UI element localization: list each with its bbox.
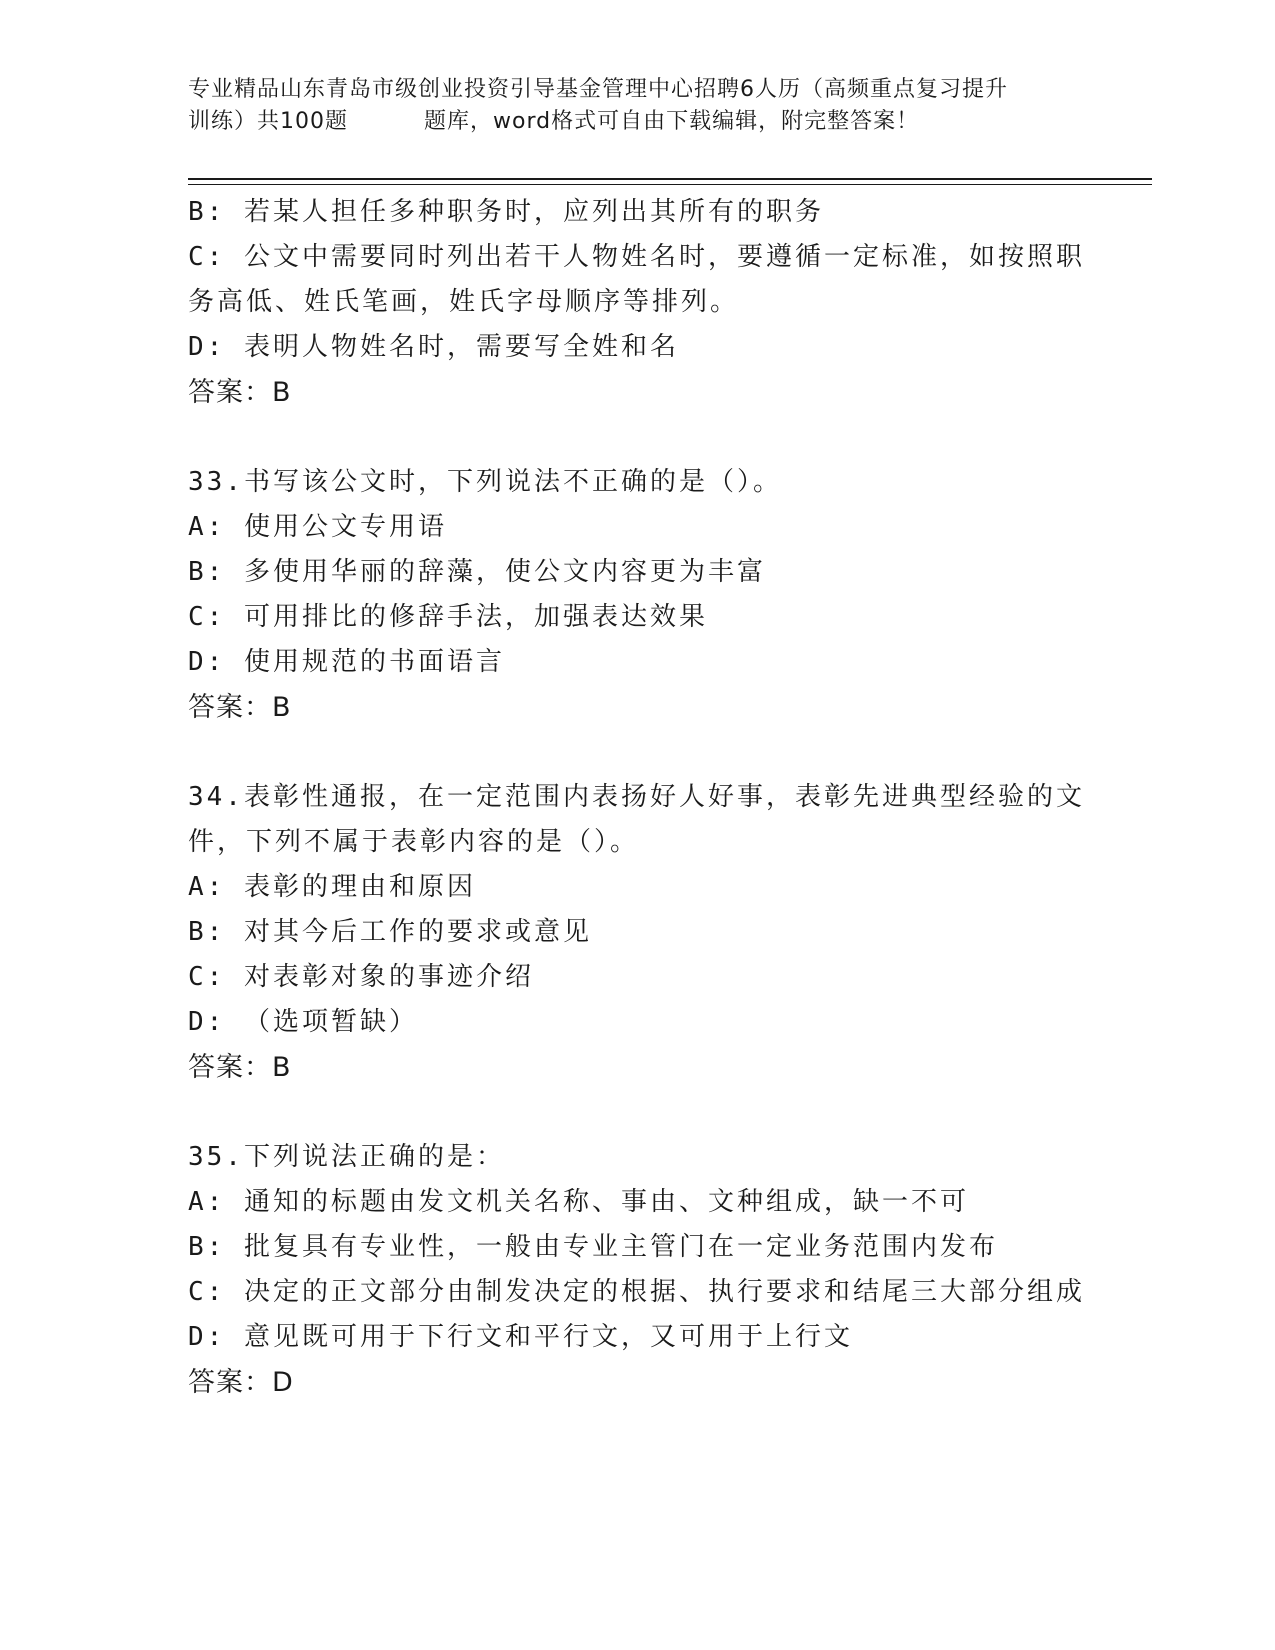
q33-option-c: C: 可用排比的修辞手法，加强表达效果	[188, 602, 708, 632]
spacer	[188, 1090, 1088, 1135]
header-title-line2-part1: 训练）共100题	[188, 109, 348, 134]
q34-option-a: A: 表彰的理由和原因	[188, 872, 476, 902]
q33-question: 33.书写该公文时，下列说法不正确的是（）。	[188, 467, 782, 497]
header-title-line2	[188, 106, 1088, 138]
question-35-block	[188, 1135, 1088, 1405]
q35-option-d: D: 意见既可用于下行文和平行文，又可用于上行文	[188, 1322, 853, 1352]
q34-question-line1: 34.表彰性通报，在一定范围内表扬好人好事，表彰先进典型经验的文	[188, 782, 1085, 812]
spacer	[188, 730, 1088, 775]
spacer	[188, 415, 1088, 460]
document-body	[188, 190, 1088, 1405]
q32-option-d: D: 表明人物姓名时，需要写全姓和名	[188, 332, 679, 362]
header-title-line2-part2: 题库，word格式可自由下载编辑，附完整答案！	[424, 109, 920, 134]
q35-option-c: C: 决定的正文部分由制发决定的根据、执行要求和结尾三大部分组成	[188, 1277, 1085, 1307]
page-header	[188, 74, 1088, 138]
header-divider-thin	[188, 184, 1152, 185]
q35-question: 35.下列说法正确的是：	[188, 1142, 505, 1172]
header-divider-thick	[188, 178, 1152, 180]
question-34-block	[188, 775, 1088, 1090]
q33-option-b: B: 多使用华丽的辞藻，使公文内容更为丰富	[188, 557, 766, 587]
q34-option-d: D: （选项暂缺）	[188, 1007, 418, 1037]
q35-option-a: A: 通知的标题由发文机关名称、事由、文种组成，缺一不可	[188, 1187, 969, 1217]
q33-answer: 答案：B	[188, 692, 292, 723]
header-title-line1: 专业精品山东青岛市级创业投资引导基金管理中心招聘6人历（高频重点复习提升	[188, 77, 1008, 102]
question-32-block	[188, 190, 1088, 415]
q33-option-a: A: 使用公文专用语	[188, 512, 447, 542]
q34-answer: 答案：B	[188, 1052, 292, 1083]
q34-question-line2: 件，下列不属于表彰内容的是（）。	[188, 827, 640, 857]
q32-option-b: B: 若某人担任多种职务时，应列出其所有的职务	[188, 197, 824, 227]
q32-option-c-line1: C: 公文中需要同时列出若干人物姓名时，要遵循一定标准，如按照职	[188, 242, 1085, 272]
question-33-block	[188, 460, 1088, 730]
q34-option-b: B: 对其今后工作的要求或意见	[188, 917, 592, 947]
q33-option-d: D: 使用规范的书面语言	[188, 647, 505, 677]
q34-option-c: C: 对表彰对象的事迹介绍	[188, 962, 534, 992]
q35-answer: 答案：D	[188, 1367, 294, 1398]
q32-answer: 答案：B	[188, 377, 292, 408]
q35-option-b: B: 批复具有专业性，一般由专业主管门在一定业务范围内发布	[188, 1232, 998, 1262]
q32-option-c-line2: 务高低、姓氏笔画，姓氏字母顺序等排列。	[188, 287, 740, 317]
